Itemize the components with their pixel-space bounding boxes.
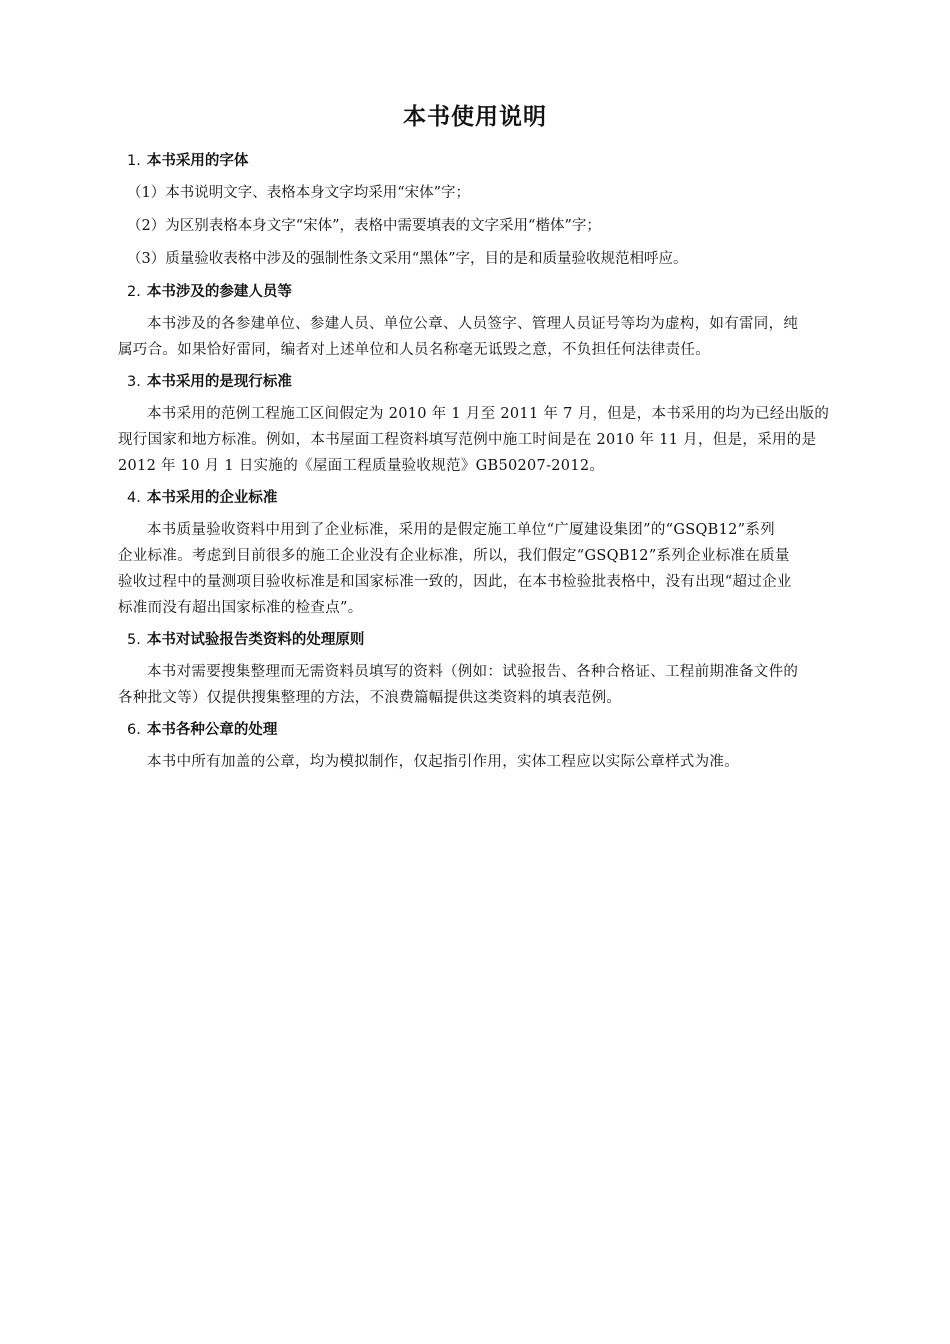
section-title: 本书对试验报告类资料的处理原则 bbox=[146, 632, 365, 648]
section-number: 1. bbox=[127, 153, 141, 169]
section-title: 本书各种公章的处理 bbox=[146, 722, 278, 738]
paragraph-line: 属巧合。如果恰好雷同，编者对上述单位和人员名称毫无诋毁之意，不负担任何法律责任。 bbox=[118, 342, 710, 358]
section-test-reports bbox=[118, 627, 860, 711]
paragraph-line: 验收过程中的量测项目验收标准是和国家标准一致的，因此，在本书检验批表格中，没有出现“超过企业 bbox=[118, 574, 792, 590]
section-heading bbox=[127, 369, 860, 395]
paragraph-line: 本书涉及的各参建单位、参建人员、单位公章、人员签字、管理人员证号等均为虚构，如有雷同，纯 bbox=[147, 316, 799, 332]
section-title: 本书涉及的参建人员等 bbox=[146, 284, 292, 300]
section-heading bbox=[127, 148, 860, 174]
section-heading bbox=[127, 717, 860, 743]
section-number: 4. bbox=[127, 490, 141, 506]
paragraph-line: 本书对需要搜集整理而无需资料员填写的资料（例如：试验报告、各种合格证、工程前期准备文件的 bbox=[147, 664, 799, 680]
section-heading bbox=[127, 485, 860, 511]
section-paragraph bbox=[118, 517, 860, 621]
section-paragraph bbox=[118, 749, 860, 775]
section-official-seals bbox=[118, 717, 860, 775]
section-fonts bbox=[118, 148, 860, 272]
section-number: 3. bbox=[127, 374, 141, 390]
list-item: （2）为区别表格本身文字“宋体”，表格中需要填表的文字采用“楷体”字； bbox=[127, 218, 601, 234]
list-item: （3）质量验收表格中涉及的强制性条文采用“黑体”字，目的是和质量验收规范相呼应。 bbox=[127, 251, 688, 267]
paragraph-line: 各种批文等）仅提供搜集整理的方法，不浪费篇幅提供这类资料的填表范例。 bbox=[118, 690, 622, 706]
paragraph-line: 本书质量验收资料中用到了企业标准，采用的是假定施工单位“广厦建设集团”的“GSQB12”系列 bbox=[147, 522, 775, 538]
section-number: 5. bbox=[127, 632, 141, 648]
section-enterprise-standards bbox=[118, 485, 860, 621]
section-number: 2. bbox=[127, 284, 141, 300]
page-title: 本书使用说明 bbox=[403, 104, 547, 130]
paragraph-line: 企业标准。考虑到目前很多的施工企业没有企业标准，所以，我们假定“GSQB12”系列企业标准在质量 bbox=[118, 548, 790, 564]
section-title: 本书采用的字体 bbox=[146, 153, 249, 169]
section-number: 6. bbox=[127, 722, 141, 738]
section-participants bbox=[118, 279, 860, 363]
section-heading bbox=[127, 627, 860, 653]
section-heading bbox=[127, 279, 860, 305]
section-paragraph bbox=[118, 401, 860, 479]
document-body bbox=[118, 148, 860, 781]
section-paragraph bbox=[118, 311, 860, 363]
paragraph-line: 2012 年 10 月 1 日实施的《屋面工程质量验收规范》GB50207-2012。 bbox=[118, 458, 605, 474]
section-title: 本书采用的企业标准 bbox=[146, 490, 278, 506]
paragraph-line: 现行国家和地方标准。例如，本书屋面工程资料填写范例中施工时间是在 2010 年 11 月，但是，采用的是 bbox=[118, 432, 817, 448]
paragraph-line: 标准而没有超出国家标准的检查点”。 bbox=[118, 600, 363, 616]
section-current-standards bbox=[118, 369, 860, 479]
paragraph-line: 本书中所有加盖的公章，均为模拟制作，仅起指引作用，实体工程应以实际公章样式为准。 bbox=[147, 754, 739, 770]
list-item: （1）本书说明文字、表格本身文字均采用“宋体”字； bbox=[127, 185, 471, 201]
section-paragraph bbox=[118, 659, 860, 711]
section-title: 本书采用的是现行标准 bbox=[146, 374, 292, 390]
paragraph-line: 本书采用的范例工程施工区间假定为 2010 年 1 月至 2011 年 7 月，但是，本书采用的均为已经出版的 bbox=[147, 406, 830, 422]
